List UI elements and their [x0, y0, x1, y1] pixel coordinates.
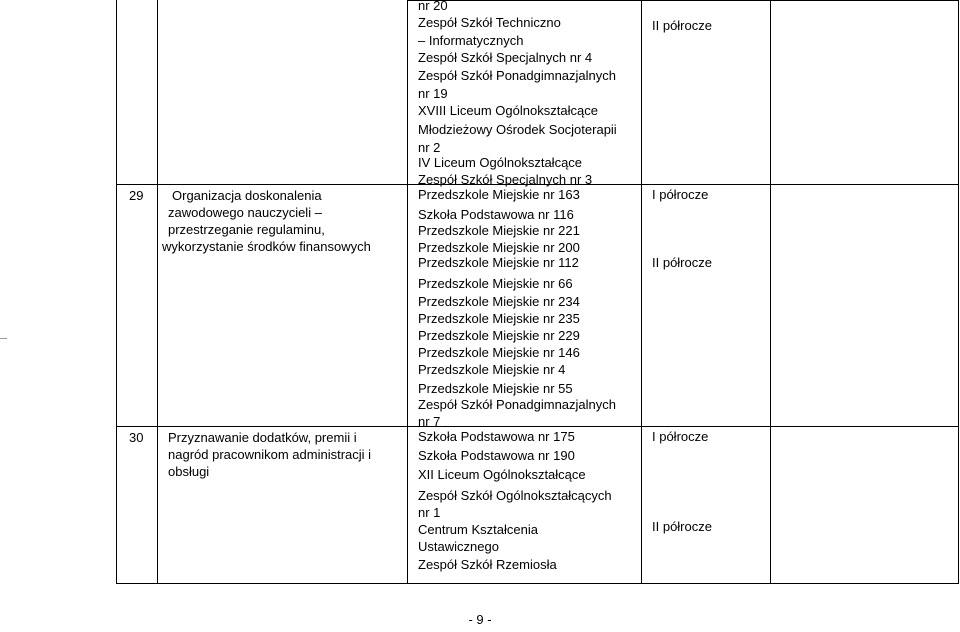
unit-line: Przedszkole Miejskie nr 235	[418, 311, 580, 326]
unit-line: Zespół Szkół Specjalnych nr 4	[418, 50, 593, 65]
unit-line: Przedszkole Miejskie nr 234	[418, 294, 580, 309]
table-border-left	[116, 0, 117, 584]
unit-line: nr 2	[418, 140, 441, 155]
unit-line: nr 20	[418, 0, 448, 13]
table-border-right	[958, 0, 959, 584]
column-divider-number	[157, 0, 158, 584]
unit-line: Przedszkole Miejskie nr 55	[418, 381, 573, 396]
margin-mark	[0, 338, 7, 339]
unit-line: Młodzieżowy Ośrodek Socjoterapii	[418, 122, 617, 137]
unit-line: Przedszkole Miejskie nr 163	[418, 187, 580, 202]
unit-line: IV Liceum Ogólnokształcące	[418, 155, 583, 170]
row-description-line: przestrzeganie regulaminu,	[168, 222, 325, 237]
unit-line: Zespół Szkół Ponadgimnazjalnych	[418, 397, 616, 412]
unit-line: Ustawicznego	[418, 539, 499, 554]
row-divider-30	[116, 426, 959, 427]
unit-line: Szkoła Podstawowa nr 175	[418, 429, 575, 444]
page-number: - 9 -	[468, 612, 492, 627]
unit-line: Centrum Kształcenia	[418, 522, 538, 537]
table-border-top	[407, 0, 959, 1]
column-divider-description	[407, 0, 408, 584]
column-divider-units	[641, 0, 642, 584]
unit-line: Szkoła Podstawowa nr 116	[418, 207, 574, 222]
unit-line: Przedszkole Miejskie nr 229	[418, 328, 580, 343]
unit-line: Przedszkole Miejskie nr 146	[418, 345, 580, 360]
unit-line: Zespół Szkół Rzemiosła	[418, 557, 557, 572]
unit-line: – Informatycznych	[418, 33, 524, 48]
unit-line: Zespół Szkół Ogólnokształcących	[418, 488, 612, 503]
row-description-line: nagród pracownikom administracji i	[168, 447, 372, 462]
unit-line: Przedszkole Miejskie nr 66	[418, 276, 573, 291]
row-description-line: obsługi	[168, 464, 210, 479]
unit-line: nr 7	[418, 414, 441, 429]
unit-line: Przedszkole Miejskie nr 4	[418, 362, 566, 377]
semester-label: I półrocze	[652, 187, 709, 202]
unit-line: XVIII Liceum Ogólnokształcące	[418, 103, 598, 118]
unit-line: XII Liceum Ogólnokształcące	[418, 467, 586, 482]
unit-line: Przedszkole Miejskie nr 221	[418, 223, 580, 238]
unit-line: Przedszkole Miejskie nr 200	[418, 240, 580, 255]
unit-line: Zespół Szkół Specjalnych nr 3	[418, 172, 593, 187]
semester-label: II półrocze	[652, 18, 712, 33]
unit-line: Zespół Szkół Ponadgimnazjalnych	[418, 68, 616, 83]
table-border-bottom	[116, 583, 959, 584]
row-description-line: Przyznawanie dodatków, premii i	[168, 430, 357, 445]
unit-line: nr 19	[418, 86, 448, 101]
semester-label: II półrocze	[652, 255, 712, 270]
row-number-30: 30	[129, 430, 144, 445]
unit-line: nr 1	[418, 505, 441, 520]
row-number-29: 29	[129, 188, 144, 203]
column-divider-semester	[770, 0, 771, 584]
semester-label: I półrocze	[652, 429, 709, 444]
unit-line: Przedszkole Miejskie nr 112	[418, 255, 579, 270]
unit-line: Zespół Szkół Techniczno	[418, 15, 561, 30]
row-description-line: wykorzystanie środków finansowych	[162, 239, 371, 254]
unit-line: Szkoła Podstawowa nr 190	[418, 448, 575, 463]
row-description-line: Organizacja doskonalenia	[172, 188, 322, 203]
semester-label: II półrocze	[652, 519, 712, 534]
row-description-line: zawodowego nauczycieli –	[168, 205, 322, 220]
